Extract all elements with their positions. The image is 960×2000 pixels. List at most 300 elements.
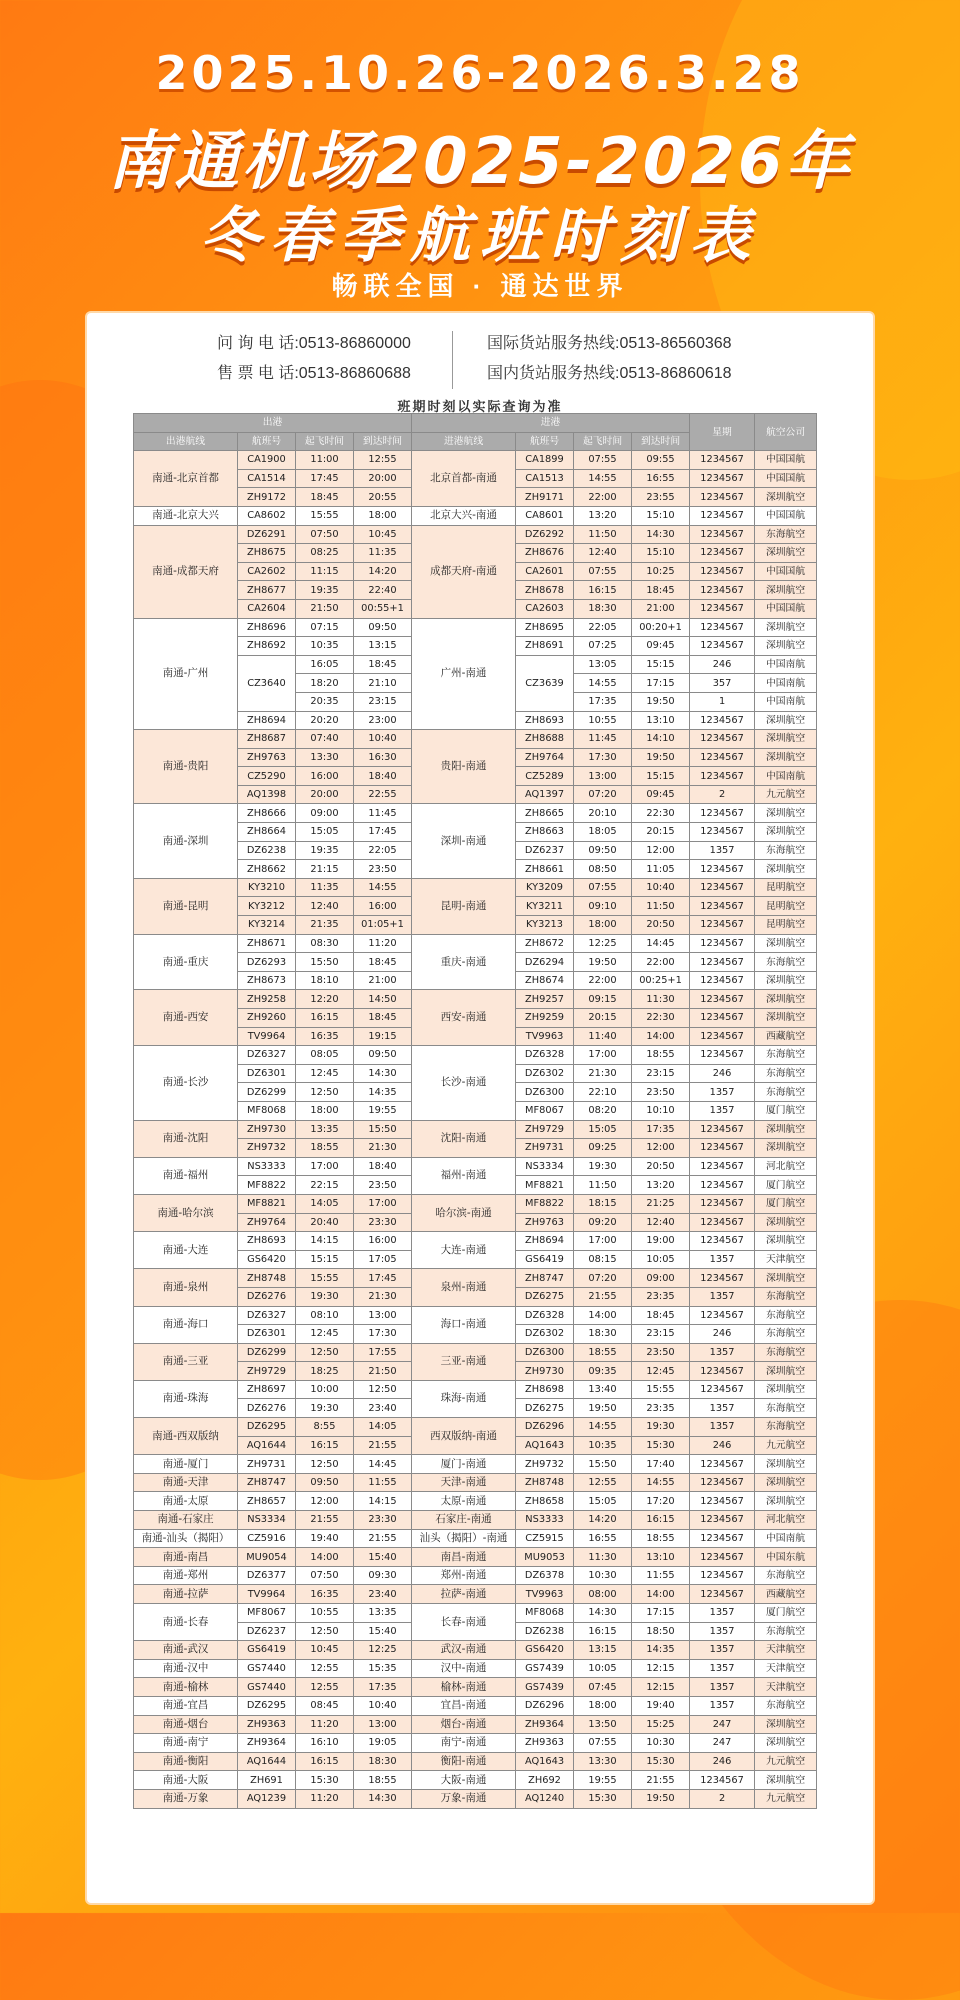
dep-out-cell: 18:55 [296, 1139, 354, 1158]
table-row [134, 1734, 817, 1753]
arr-out-cell: 11:20 [354, 934, 412, 953]
flight-out-cell: ZH9363 [238, 1715, 296, 1734]
flight-in-cell: GS7439 [516, 1659, 574, 1678]
route-out-cell: 南通-大阪 [134, 1771, 238, 1790]
dep-out-cell: 19:30 [296, 1399, 354, 1418]
flight-out-cell: MU9054 [238, 1548, 296, 1567]
dep-out-cell: 08:45 [296, 1696, 354, 1715]
airline-cell: 厦门航空 [755, 1176, 817, 1195]
route-out-cell: 南通-武汉 [134, 1641, 238, 1660]
route-out-cell: 南通-厦门 [134, 1455, 238, 1474]
flight-out-cell: AQ1644 [238, 1752, 296, 1771]
days-cell: 1357 [690, 1604, 755, 1623]
arr-in-cell: 18:45 [632, 581, 690, 600]
airline-cell: 东海航空 [755, 1566, 817, 1585]
flight-in-cell: ZH8663 [516, 823, 574, 842]
dep-in-cell: 07:45 [574, 1678, 632, 1697]
table-row [134, 525, 817, 544]
dep-out-cell: 07:40 [296, 730, 354, 749]
route-in-cell: 大阪-南通 [412, 1771, 516, 1790]
days-cell: 1234567 [690, 562, 755, 581]
airline-cell: 中国南航 [755, 655, 817, 674]
table-row [134, 730, 817, 749]
arr-out-cell: 14:35 [354, 1083, 412, 1102]
days-cell: 1234567 [690, 1306, 755, 1325]
flight-out-cell: MF8821 [238, 1194, 296, 1213]
dep-out-cell: 08:10 [296, 1306, 354, 1325]
flight-out-cell: ZH8694 [238, 711, 296, 730]
dep-out-cell: 20:40 [296, 1213, 354, 1232]
airline-cell: 中国国航 [755, 451, 817, 470]
dep-out-cell: 11:35 [296, 878, 354, 897]
arr-out-cell: 14:30 [354, 1789, 412, 1808]
days-cell: 1357 [690, 1418, 755, 1437]
arr-out-cell: 21:00 [354, 971, 412, 990]
dep-in-cell: 13:05 [574, 655, 632, 674]
dep-out-cell: 19:30 [296, 1287, 354, 1306]
arr-out-cell: 20:55 [354, 488, 412, 507]
route-in-cell: 珠海-南通 [412, 1380, 516, 1417]
arr-in-cell: 15:30 [632, 1752, 690, 1771]
dep-out-cell: 12:20 [296, 990, 354, 1009]
arr-out-cell: 15:50 [354, 1120, 412, 1139]
flight-in-cell: KY3213 [516, 916, 574, 935]
dep-in-cell: 15:05 [574, 1120, 632, 1139]
days-cell: 1234567 [690, 618, 755, 637]
flight-out-cell: KY3212 [238, 897, 296, 916]
flight-in-cell: DZ6302 [516, 1325, 574, 1344]
route-in-cell: 汉中-南通 [412, 1659, 516, 1678]
days-cell: 1357 [690, 1622, 755, 1641]
arr-in-cell: 14:55 [632, 1473, 690, 1492]
flight-in-cell: DZ6237 [516, 841, 574, 860]
arr-in-cell: 23:50 [632, 1343, 690, 1362]
arr-in-cell: 14:00 [632, 1027, 690, 1046]
days-cell: 1234567 [690, 1492, 755, 1511]
airline-cell: 九元航空 [755, 1436, 817, 1455]
arr-out-cell: 12:50 [354, 1380, 412, 1399]
flight-in-cell: ZH9171 [516, 488, 574, 507]
flight-out-cell: DZ6276 [238, 1399, 296, 1418]
airline-cell: 深圳航空 [755, 1473, 817, 1492]
route-out-cell: 南通-汕头（揭阳） [134, 1529, 238, 1548]
route-out-cell: 南通-珠海 [134, 1380, 238, 1417]
flight-in-cell: NS3333 [516, 1511, 574, 1530]
flight-in-cell: ZH8748 [516, 1473, 574, 1492]
flight-in-cell: ZH8691 [516, 637, 574, 656]
days-cell: 1234567 [690, 860, 755, 879]
route-in-cell: 厦门-南通 [412, 1455, 516, 1474]
flight-out-cell: ZH9258 [238, 990, 296, 1009]
dep-out-cell: 08:05 [296, 1046, 354, 1065]
flight-out-cell: DZ6291 [238, 525, 296, 544]
flight-out-cell: DZ6295 [238, 1418, 296, 1437]
contact-info [87, 323, 873, 393]
days-cell: 1234567 [690, 804, 755, 823]
flight-out-cell: ZH8671 [238, 934, 296, 953]
arr-in-cell: 17:35 [632, 1120, 690, 1139]
days-cell: 1234567 [690, 1455, 755, 1474]
route-out-cell: 南通-郑州 [134, 1566, 238, 1585]
days-cell: 1357 [690, 1678, 755, 1697]
route-out-cell: 南通-大连 [134, 1232, 238, 1269]
route-out-cell: 南通-榆林 [134, 1678, 238, 1697]
arr-out-cell: 11:55 [354, 1473, 412, 1492]
arr-in-cell: 15:15 [632, 655, 690, 674]
arr-out-cell: 22:05 [354, 841, 412, 860]
flight-out-cell: CZ3640 [238, 655, 296, 711]
dep-in-cell: 18:15 [574, 1194, 632, 1213]
dep-in-cell: 20:15 [574, 1009, 632, 1028]
flight-in-cell: MF8068 [516, 1604, 574, 1623]
flight-out-cell: TV9964 [238, 1585, 296, 1604]
flight-out-cell: ZH8662 [238, 860, 296, 879]
days-cell: 1234567 [690, 1380, 755, 1399]
dep-out-cell: 15:30 [296, 1771, 354, 1790]
arr-out-cell: 19:05 [354, 1734, 412, 1753]
dep-out-cell: 12:40 [296, 897, 354, 916]
days-cell: 1357 [690, 1399, 755, 1418]
arr-in-cell: 15:10 [632, 506, 690, 525]
table-row [134, 934, 817, 953]
airline-cell: 深圳航空 [755, 823, 817, 842]
dep-out-cell: 12:50 [296, 1083, 354, 1102]
airline-cell: 中国东航 [755, 1548, 817, 1567]
arr-in-cell: 15:30 [632, 1436, 690, 1455]
flight-out-cell: DZ6293 [238, 953, 296, 972]
arr-in-cell: 12:00 [632, 841, 690, 860]
days-cell: 1357 [690, 1083, 755, 1102]
arr-out-cell: 17:30 [354, 1325, 412, 1344]
route-in-cell: 深圳-南通 [412, 804, 516, 878]
days-cell: 1234567 [690, 1269, 755, 1288]
dep-in-cell: 10:05 [574, 1659, 632, 1678]
airline-cell: 深圳航空 [755, 544, 817, 563]
arr-in-cell: 23:15 [632, 1064, 690, 1083]
flight-in-cell: GS6419 [516, 1250, 574, 1269]
days-cell: 1234567 [690, 469, 755, 488]
route-in-cell: 昆明-南通 [412, 878, 516, 934]
arr-out-cell: 17:55 [354, 1343, 412, 1362]
route-in-cell: 沈阳-南通 [412, 1120, 516, 1157]
arr-out-cell: 21:30 [354, 1139, 412, 1158]
route-out-cell: 南通-万象 [134, 1789, 238, 1808]
flight-in-cell: ZH8698 [516, 1380, 574, 1399]
table-row [134, 1120, 817, 1139]
days-cell: 1234567 [690, 1771, 755, 1790]
flight-out-cell: GS7440 [238, 1659, 296, 1678]
route-in-cell: 贵阳-南通 [412, 730, 516, 804]
route-in-cell: 拉萨-南通 [412, 1585, 516, 1604]
route-in-cell: 衡阳-南通 [412, 1752, 516, 1771]
flight-out-cell: CA2604 [238, 599, 296, 618]
dep-in-cell: 15:05 [574, 1492, 632, 1511]
flight-out-cell: ZH9763 [238, 748, 296, 767]
sub-title: 冬春季航班时刻表 [200, 201, 760, 271]
flight-in-cell: DZ6300 [516, 1343, 574, 1362]
flight-out-cell: KY3214 [238, 916, 296, 935]
arr-out-cell: 09:50 [354, 618, 412, 637]
arr-in-cell: 18:55 [632, 1046, 690, 1065]
dep-out-cell: 16:05 [296, 655, 354, 674]
dep-out-cell: 10:35 [296, 637, 354, 656]
airline-cell: 厦门航空 [755, 1194, 817, 1213]
airline-cell: 东海航空 [755, 1696, 817, 1715]
flight-in-cell: DZ6292 [516, 525, 574, 544]
airline-cell: 深圳航空 [755, 748, 817, 767]
route-in-cell: 北京大兴-南通 [412, 506, 516, 525]
route-in-cell: 榆林-南通 [412, 1678, 516, 1697]
arr-in-cell: 19:50 [632, 692, 690, 711]
arr-in-cell: 21:55 [632, 1771, 690, 1790]
days-cell: 1234567 [690, 1548, 755, 1567]
flight-in-cell: ZH8678 [516, 581, 574, 600]
flight-in-cell: CA8601 [516, 506, 574, 525]
dep-in-cell: 13:15 [574, 1641, 632, 1660]
days-cell: 1234567 [690, 1027, 755, 1046]
dep-out-cell: 18:20 [296, 674, 354, 693]
route-in-cell: 大连-南通 [412, 1232, 516, 1269]
arr-out-cell: 12:25 [354, 1641, 412, 1660]
dep-in-cell: 10:55 [574, 711, 632, 730]
arr-out-cell: 14:55 [354, 878, 412, 897]
dep-in-cell: 18:05 [574, 823, 632, 842]
days-cell: 1234567 [690, 599, 755, 618]
airline-cell: 东海航空 [755, 1325, 817, 1344]
dep-in-cell: 08:00 [574, 1585, 632, 1604]
table-row [134, 1473, 817, 1492]
arr-in-cell: 19:30 [632, 1418, 690, 1437]
dep-out-cell: 19:35 [296, 581, 354, 600]
table-row [134, 1380, 817, 1399]
dep-out-cell: 14:15 [296, 1232, 354, 1251]
dep-in-cell: 22:00 [574, 488, 632, 507]
days-cell: 1234567 [690, 1529, 755, 1548]
arr-out-cell: 00:55+1 [354, 599, 412, 618]
arr-out-cell: 10:45 [354, 525, 412, 544]
flight-in-cell: ZH8661 [516, 860, 574, 879]
days-cell: 1234567 [690, 581, 755, 600]
flight-out-header: 航班号 [238, 432, 296, 451]
dep-out-cell: 22:15 [296, 1176, 354, 1195]
dep-in-cell: 10:35 [574, 1436, 632, 1455]
route-out-cell: 南通-长春 [134, 1604, 238, 1641]
flight-in-cell: DZ6328 [516, 1306, 574, 1325]
flight-out-cell: ZH8692 [238, 637, 296, 656]
dep-out-cell: 12:50 [296, 1622, 354, 1641]
arr-out-cell: 22:55 [354, 785, 412, 804]
flight-in-cell: DZ6300 [516, 1083, 574, 1102]
dep-out-cell: 12:50 [296, 1343, 354, 1362]
table-row [134, 1343, 817, 1362]
arr-out-cell: 18:00 [354, 506, 412, 525]
flight-out-cell: ZH8677 [238, 581, 296, 600]
flight-in-cell: ZH9764 [516, 748, 574, 767]
airline-cell: 深圳航空 [755, 971, 817, 990]
airline-cell: 西藏航空 [755, 1027, 817, 1046]
arr-in-cell: 14:45 [632, 934, 690, 953]
arr-out-cell: 14:20 [354, 562, 412, 581]
dep-out-cell: 12:45 [296, 1325, 354, 1344]
table-row [134, 506, 817, 525]
airline-cell: 河北航空 [755, 1157, 817, 1176]
arr-out-cell: 11:35 [354, 544, 412, 563]
days-cell: 1234567 [690, 1213, 755, 1232]
airline-cell: 中国国航 [755, 469, 817, 488]
arr-in-cell: 23:35 [632, 1399, 690, 1418]
dep-in-cell: 17:35 [574, 692, 632, 711]
days-cell: 1234567 [690, 488, 755, 507]
airline-cell: 中国国航 [755, 562, 817, 581]
flight-in-cell: TV9963 [516, 1585, 574, 1604]
days-cell: 1234567 [690, 525, 755, 544]
flight-out-cell: DZ6238 [238, 841, 296, 860]
flight-out-cell: AQ1239 [238, 1789, 296, 1808]
arr-out-cell: 21:50 [354, 1362, 412, 1381]
dep-in-cell: 13:40 [574, 1380, 632, 1399]
route-out-header: 出港航线 [134, 432, 238, 451]
dep-in-cell: 07:20 [574, 785, 632, 804]
flight-in-cell: ZH8695 [516, 618, 574, 637]
flight-in-cell: CA1513 [516, 469, 574, 488]
flight-in-cell: ZH9763 [516, 1213, 574, 1232]
dep-in-cell: 07:25 [574, 637, 632, 656]
arr-out-cell: 16:00 [354, 1232, 412, 1251]
dep-out-cell: 13:35 [296, 1120, 354, 1139]
arr-in-cell: 10:10 [632, 1101, 690, 1120]
dep-in-cell: 21:30 [574, 1064, 632, 1083]
route-in-cell: 北京首都-南通 [412, 451, 516, 507]
arr-in-cell: 20:50 [632, 916, 690, 935]
arr-out-cell: 23:50 [354, 860, 412, 879]
route-in-header: 进港航线 [412, 432, 516, 451]
route-in-cell: 西双版纳-南通 [412, 1418, 516, 1455]
arr-in-cell: 18:55 [632, 1529, 690, 1548]
airline-cell: 东海航空 [755, 1343, 817, 1362]
route-out-cell: 南通-重庆 [134, 934, 238, 990]
route-in-cell: 万象-南通 [412, 1789, 516, 1808]
flight-in-cell: MU9053 [516, 1548, 574, 1567]
arr-out-cell: 01:05+1 [354, 916, 412, 935]
dep-in-cell: 19:50 [574, 953, 632, 972]
days-cell: 1357 [690, 1287, 755, 1306]
arr-in-cell: 15:15 [632, 767, 690, 786]
dep-out-cell: 16:10 [296, 1734, 354, 1753]
dep-out-cell: 15:55 [296, 506, 354, 525]
dep-in-cell: 15:30 [574, 1789, 632, 1808]
days-cell: 1234567 [690, 637, 755, 656]
airline-cell: 深圳航空 [755, 1455, 817, 1474]
dep-in-cell: 14:55 [574, 674, 632, 693]
airline-cell: 西藏航空 [755, 1585, 817, 1604]
flight-in-cell: KY3211 [516, 897, 574, 916]
arr-out-cell: 14:05 [354, 1418, 412, 1437]
arr-in-cell: 15:25 [632, 1715, 690, 1734]
arr-out-cell: 17:35 [354, 1678, 412, 1697]
flight-out-cell: ZH8657 [238, 1492, 296, 1511]
arr-out-cell: 15:40 [354, 1622, 412, 1641]
arr-in-cell: 19:40 [632, 1696, 690, 1715]
arr-out-cell: 22:40 [354, 581, 412, 600]
days-cell: 1234567 [690, 730, 755, 749]
route-out-cell: 南通-昆明 [134, 878, 238, 934]
days-cell: 1234567 [690, 451, 755, 470]
arr-out-cell: 18:30 [354, 1752, 412, 1771]
flight-in-cell: TV9963 [516, 1027, 574, 1046]
arr-in-cell: 14:10 [632, 730, 690, 749]
flight-out-cell: CZ5290 [238, 767, 296, 786]
airline-cell: 东海航空 [755, 1287, 817, 1306]
dep-in-cell: 14:20 [574, 1511, 632, 1530]
arr-in-cell: 12:15 [632, 1678, 690, 1697]
arr-out-cell: 15:35 [354, 1659, 412, 1678]
flight-out-cell: ZH8697 [238, 1380, 296, 1399]
table-row [134, 1232, 817, 1251]
airline-cell: 东海航空 [755, 525, 817, 544]
arr-out-cell: 09:30 [354, 1566, 412, 1585]
arr-out-cell: 18:45 [354, 655, 412, 674]
dep-in-cell: 09:10 [574, 897, 632, 916]
flight-in-cell: AQ1643 [516, 1436, 574, 1455]
route-out-cell: 南通-西双版纳 [134, 1418, 238, 1455]
airline-cell: 昆明航空 [755, 878, 817, 897]
route-out-cell: 南通-成都天府 [134, 525, 238, 618]
dep-out-cell: 15:50 [296, 953, 354, 972]
arr-out-cell: 21:55 [354, 1529, 412, 1548]
dep-out-cell: 18:10 [296, 971, 354, 990]
arr-out-cell: 21:30 [354, 1287, 412, 1306]
days-cell: 1234567 [690, 823, 755, 842]
airline-cell: 九元航空 [755, 785, 817, 804]
dep-out-cell: 19:40 [296, 1529, 354, 1548]
flight-out-cell: MF8822 [238, 1176, 296, 1195]
arr-in-cell: 18:45 [632, 1306, 690, 1325]
route-in-cell: 南宁-南通 [412, 1734, 516, 1753]
airline-cell: 深圳航空 [755, 804, 817, 823]
flight-out-cell: DZ6377 [238, 1566, 296, 1585]
days-cell: 1234567 [690, 897, 755, 916]
dep-out-cell: 14:00 [296, 1548, 354, 1567]
ticket-phone: 售 票 电 话:0513-86860688 [217, 365, 411, 382]
arr-out-cell: 18:40 [354, 767, 412, 786]
arr-in-cell: 10:30 [632, 1734, 690, 1753]
airline-cell: 东海航空 [755, 953, 817, 972]
days-cell: 1357 [690, 1250, 755, 1269]
arr-out-cell: 19:15 [354, 1027, 412, 1046]
days-cell: 1357 [690, 1101, 755, 1120]
dep-out-cell: 16:35 [296, 1585, 354, 1604]
arr-out-cell: 14:50 [354, 990, 412, 1009]
arr-out-cell: 21:10 [354, 674, 412, 693]
airline-cell: 东海航空 [755, 841, 817, 860]
dep-out-cell: 20:35 [296, 692, 354, 711]
arr-in-cell: 14:30 [632, 525, 690, 544]
airline-cell: 深圳航空 [755, 1009, 817, 1028]
arr-in-cell: 11:05 [632, 860, 690, 879]
flight-out-cell: ZH9731 [238, 1455, 296, 1474]
days-cell: 246 [690, 1325, 755, 1344]
days-cell: 246 [690, 1436, 755, 1455]
table-group-header [134, 414, 817, 433]
airline-cell: 深圳航空 [755, 1213, 817, 1232]
dep-in-cell: 22:05 [574, 618, 632, 637]
arr-in-cell: 14:00 [632, 1585, 690, 1604]
flight-in-cell: CZ5915 [516, 1529, 574, 1548]
flight-out-cell: CA1514 [238, 469, 296, 488]
table-row [134, 1641, 817, 1660]
dep-out-cell: 18:00 [296, 1101, 354, 1120]
table-row [134, 1269, 817, 1288]
